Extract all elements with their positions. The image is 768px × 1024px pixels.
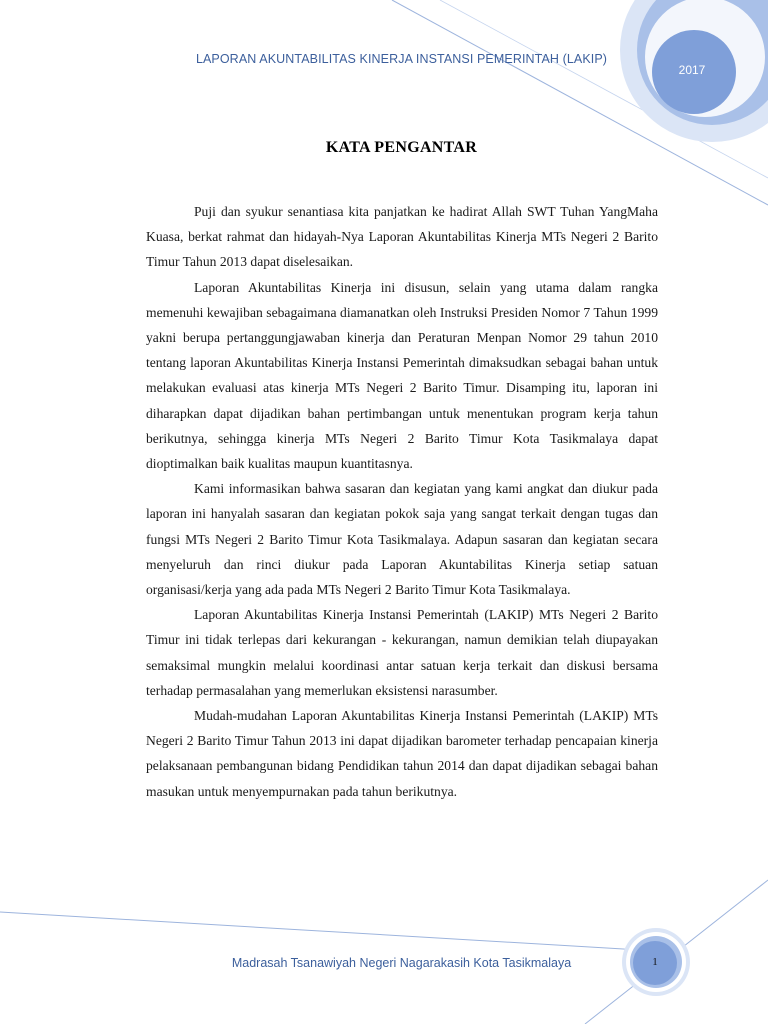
document-header-title: LAPORAN AKUNTABILITAS KINERJA INSTANSI PEMERINTAH (LAKIP) (195, 52, 608, 66)
document-body (146, 199, 658, 804)
paragraph-2: Laporan Akuntabilitas Kinerja ini disusun, selain yang utama dalam rangka memenuhi kewajiban sebagaimana diamanatkan oleh Instruksi Presiden Nomor 7 Tahun 1999 yakni berupa pertanggungjawaban kinerja dan Peraturan Menpan Nomor 29 tahun 2010 tentang laporan Akuntabilitas Kinerja Instansi Pemerintah dimaksudkan sebagai bahan untuk melakukan evaluasi atas kinerja MTs Negeri 2 Barito Timur. Disamping itu, laporan ini diharapkan dapat dijadikan bahan pertimbangan untuk menentukan program kerja tahun berikutnya, sehingga kinerja MTs Negeri 2 Barito Timur Kota Tasikmalaya dapat dioptimalkan baik kualitas maupun kuantitasnya. (146, 279, 658, 472)
paragraph-1: Puji dan syukur senantiasa kita panjatkan ke hadirat Allah SWT Tuhan YangMaha Kuasa, berkat rahmat dan hidayah-Nya Laporan Akuntabilitas Kinerja MTs Negeri 2 Barito Timur Tahun 2013 dapat diselesaikan. (146, 204, 658, 270)
paragraph-4: Laporan Akuntabilitas Kinerja Instansi Pemerintah (LAKIP) MTs Negeri 2 Barito Timur ini tidak terlepas dari kekurangan - kekurangan, namun demikian telah diupayakan semaksimal mungkin melalui koordinasi antar satuan kerja terkait dan diskusi bersama terhadap permasalahan yang memerlukan eksistensi narasumber. (146, 607, 658, 698)
page-number: 1 (652, 956, 658, 968)
footer-institution: Madrasah Tsanawiyah Negeri Nagarakasih Kota Tasikmalaya (231, 956, 572, 970)
footer-circles-graphic (0, 880, 768, 1024)
page-title: KATA PENGANTAR (325, 139, 478, 156)
header-year-badge: 2017 (678, 63, 706, 77)
header-circles-graphic (392, 0, 768, 205)
paragraph-3: Kami informasikan bahwa sasaran dan kegiatan yang kami angkat dan diukur pada laporan ini hanyalah sasaran dan kegiatan pokok saja yang sangat terkait dengan tugas dan fungsi MTs Negeri 2 Barito Timur Kota Tasikmalaya. Adapun sasaran dan kegiatan secara menyeluruh dan rinci diukur pada Laporan Akuntabilitas Kinerja setiap satuan organisasi/kerja yang ada pada MTs Negeri 2 Barito Timur Kota Tasikmalaya. (146, 481, 658, 598)
paragraph-5: Mudah-mudahan Laporan Akuntabilitas Kinerja Instansi Pemerintah (LAKIP) MTs Negeri 2 Barito Timur Tahun 2013 ini dapat dijadikan barometer terhadap pencapaian kinerja pelaksanaan pembangunan bidang Pendidikan tahun 2014 dan dapat dijadikan sebagai bahan masukan untuk menyempurnakan pada tahun berikutnya. (146, 708, 658, 799)
